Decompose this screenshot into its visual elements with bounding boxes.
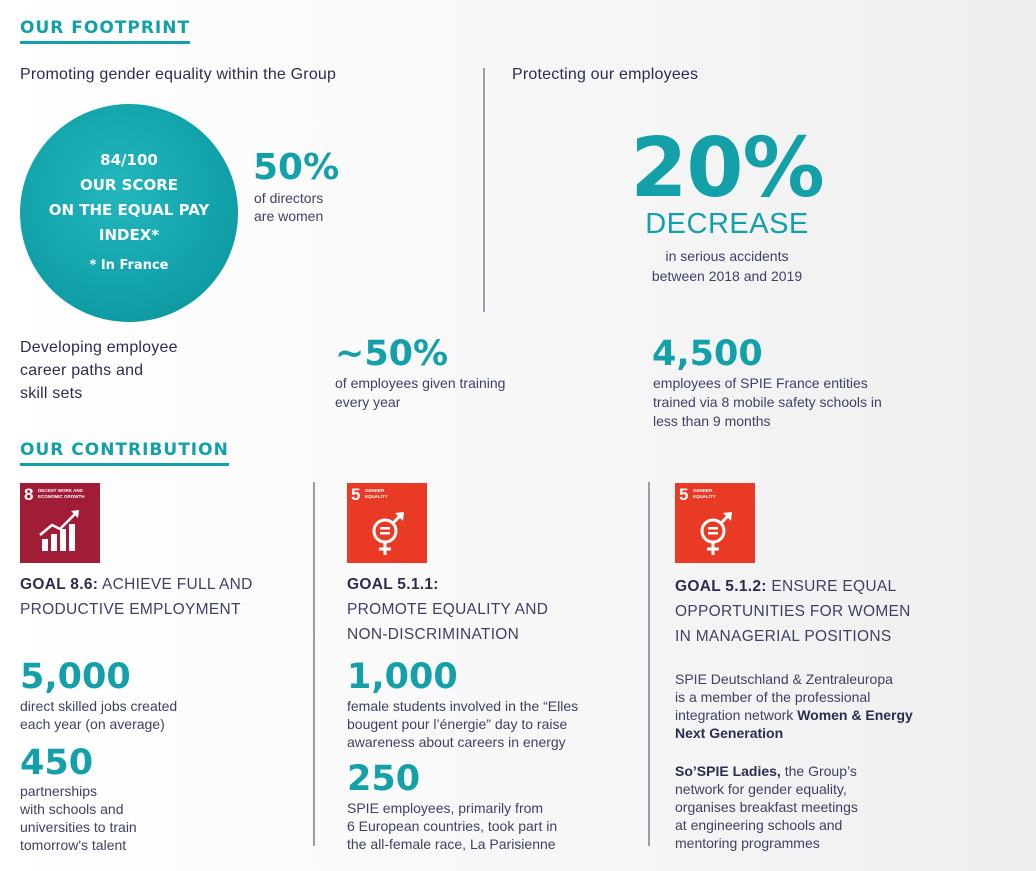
partnerships-value: 450 bbox=[20, 743, 94, 783]
sdg-5-icon-2: 5 GENDER EQUALITY bbox=[675, 483, 755, 563]
jobs-created-caption: direct skilled jobs created each year (on average) bbox=[20, 698, 178, 732]
circle-line3: ON THE EQUAL PAY bbox=[48, 201, 210, 219]
protect-employees-heading: Protecting our employees bbox=[512, 66, 699, 83]
column-divider-2 bbox=[648, 482, 650, 846]
women-energy-network-text: SPIE Deutschland & Zentraleuropa is a member of the professional integration network Women & Energy Next Generation bbox=[675, 671, 913, 741]
safety-training-value: 4,500 bbox=[652, 334, 763, 374]
section-title-footprint: OUR FOOTPRINT bbox=[20, 18, 190, 44]
race-participants-value: 250 bbox=[347, 759, 421, 799]
race-participants-caption: SPIE employees, primarily from 6 European countries, took part in the all-female race, La Parisienne bbox=[347, 800, 558, 852]
goal-5-1-1-text: GOAL 5.1.1: PROMOTE EQUALITY AND NON-DISCRIMINATION bbox=[347, 576, 549, 643]
female-students-caption: female students involved in the “Elles bougent pour l’énergie” day to raise awareness about careers in energy bbox=[347, 698, 579, 750]
goal-8-6-text: GOAL 8.6: ACHIEVE FULL AND PRODUCTIVE EMPLOYMENT bbox=[20, 576, 253, 618]
circle-line2: OUR SCORE bbox=[79, 176, 179, 194]
circle-note: * In France bbox=[89, 258, 169, 273]
career-paths-text: Developing employee career paths and skill sets bbox=[20, 339, 178, 402]
goal-5-1-2-text: GOAL 5.1.2: ENSURE EQUAL OPPORTUNITIES FOR WOMEN IN MANAGERIAL POSITIONS bbox=[675, 578, 911, 645]
gender-equality-heading: Promoting gender equality within the Group bbox=[20, 66, 337, 83]
circle-score: 84/100 bbox=[100, 151, 158, 169]
vertical-divider bbox=[483, 68, 485, 312]
sdg-8-icon: 8 DECENT WORK AND ECONOMIC GROWTH bbox=[20, 483, 100, 563]
accident-decrease-label: DECREASE bbox=[645, 208, 809, 240]
training-stat-caption: of employees given training every year bbox=[335, 375, 506, 410]
training-stat-value: ~50% bbox=[335, 334, 449, 374]
section-title-contribution: OUR CONTRIBUTION bbox=[20, 440, 229, 466]
directors-stat-caption: of directors are women bbox=[254, 190, 324, 224]
circle-line4: INDEX* bbox=[98, 226, 160, 244]
accident-decrease-value: 20% bbox=[630, 121, 824, 216]
directors-stat-value: 50% bbox=[253, 147, 340, 188]
equal-pay-score-circle bbox=[20, 104, 238, 322]
column-divider-1 bbox=[313, 482, 315, 846]
partnerships-caption: partnerships with schools and universities to train tomorrow's talent bbox=[20, 783, 137, 853]
accident-decrease-caption: in serious accidents between 2018 and 2019 bbox=[651, 248, 803, 284]
safety-training-caption: employees of SPIE France entities trained via 8 mobile safety schools in less than 9 months bbox=[653, 375, 882, 429]
female-students-value: 1,000 bbox=[347, 657, 458, 697]
sdg-5-icon: 5 GENDER EQUALITY bbox=[347, 483, 427, 563]
jobs-created-value: 5,000 bbox=[20, 657, 131, 697]
sospie-ladies-text: So’SPIE Ladies, the Group’s network for gender equality, organises breakfast meetings at engineering schools and mentoring programmes bbox=[675, 763, 858, 851]
